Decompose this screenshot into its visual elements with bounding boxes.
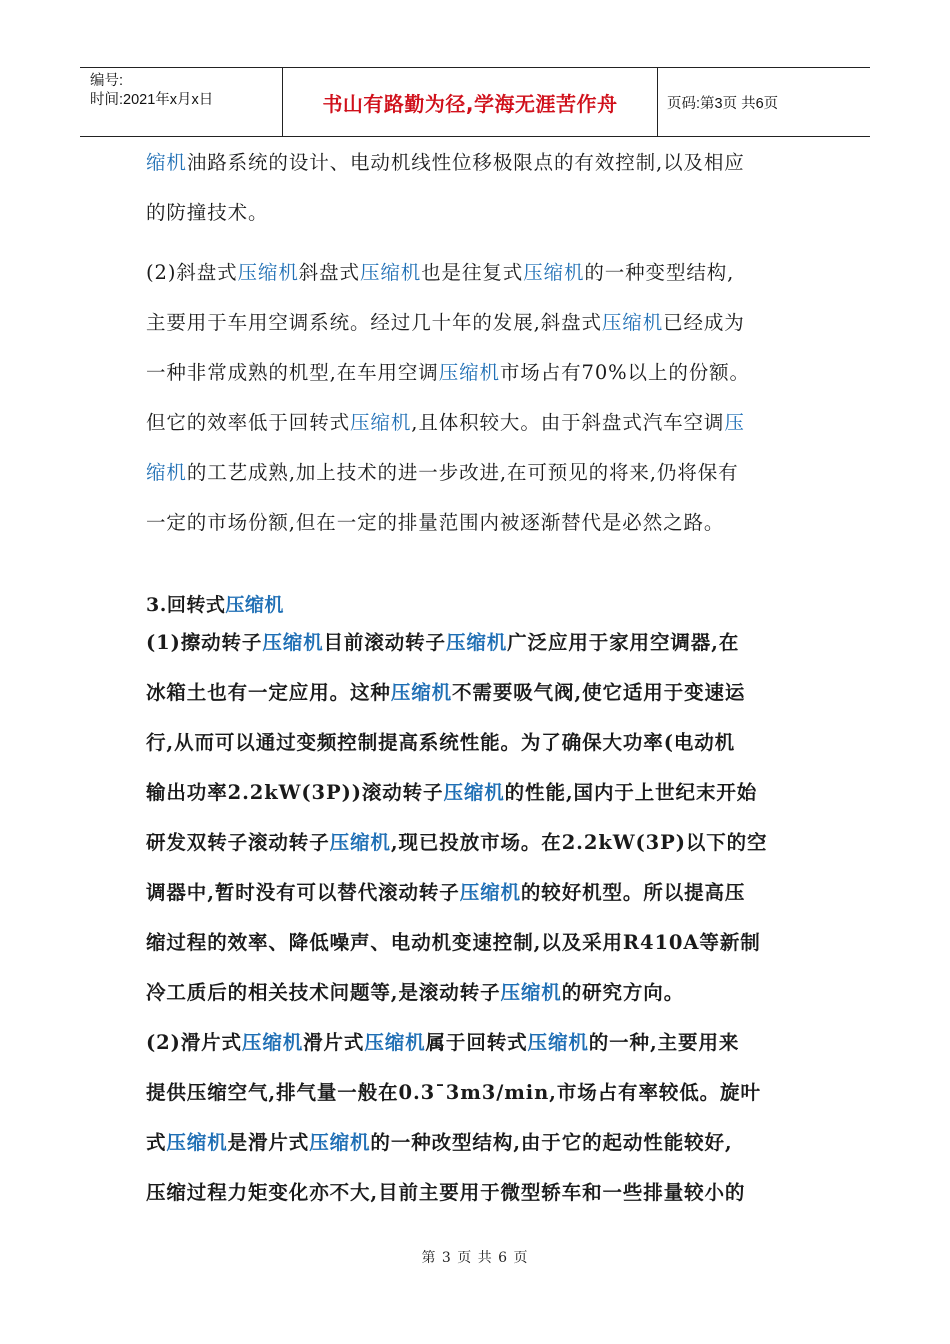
keyword-link-text: 压缩机 — [601, 311, 664, 334]
keyword-link-text: 缩机 — [146, 461, 187, 484]
text-line — [146, 1078, 761, 1108]
text-line — [146, 628, 739, 658]
text-run: 已经成为 — [663, 311, 745, 334]
document-date-label: 时间:2021年x月x日 — [90, 92, 214, 108]
keyword-link-text: 压缩机 — [445, 631, 508, 654]
header-meta-cell — [80, 68, 283, 136]
text-run: 不需要吸气阀,使它适用于变速运 — [452, 681, 746, 704]
text-run: 冰箱土也有一定应用。这种 — [146, 681, 391, 704]
text-line — [146, 408, 745, 438]
page-header — [80, 67, 870, 137]
text-line — [146, 1178, 745, 1208]
text-run: 但它的效率低于回转式 — [146, 411, 351, 434]
keyword-link-text: 压缩机 — [262, 631, 324, 654]
text-line — [146, 358, 750, 388]
keyword-link-text: 压缩机 — [309, 1131, 371, 1154]
text-run: 是滑片式 — [227, 1131, 310, 1154]
text-line — [146, 508, 724, 538]
text-run: 输出功率2.2kW(3P))滚动转子 — [146, 781, 444, 804]
text-run: 的一种变型结构, — [584, 261, 735, 284]
text-run: 冷工质后的相关技术问题等,是滚动转子 — [146, 981, 501, 1004]
text-run: 油路系统的设计、电动机线性位移极限点的有效控制,以及相应 — [186, 151, 745, 174]
text-line — [146, 258, 734, 288]
text-run: ,现已投放市场。在2.2kW(3P)以下的空 — [390, 831, 768, 854]
text-run: ,且体积较大。由于斜盘式汽车空调 — [411, 411, 725, 434]
text-line — [146, 1128, 733, 1158]
text-line — [146, 308, 745, 338]
text-run: 一种非常成熟的机型,在车用空调 — [146, 361, 439, 384]
text-run: 的工艺成熟,加上技术的进一步改进,在可预见的将来,仍将保有 — [186, 461, 739, 484]
text-run: 行,从而可以通过变频控制提高系统性能。为了确保大功率(电动机 — [146, 731, 736, 754]
text-run: 缩过程的效率、降低噪声、电动机变速控制,以及采用R410A等新制 — [146, 931, 761, 954]
text-run: 目前滚动转子 — [323, 631, 446, 654]
text-run: 也是往复式 — [421, 261, 524, 284]
text-line — [146, 878, 745, 908]
keyword-link-text: 压缩机 — [523, 261, 585, 284]
text-run: 的研究方向。 — [561, 981, 685, 1004]
text-line — [146, 928, 761, 958]
document-number-label: 编号: — [90, 73, 124, 89]
text-line — [146, 778, 757, 808]
text-run: 的一种改型结构,由于它的起动性能较好, — [370, 1131, 733, 1154]
text-line — [146, 198, 268, 228]
header-motto: 书山有路勤为径,学海无涯苦作舟 — [283, 68, 658, 136]
keyword-link-text: 缩机 — [146, 151, 187, 174]
text-line — [146, 148, 745, 178]
text-run: 的一种,主要用来 — [588, 1031, 740, 1054]
text-run: 式 — [146, 1131, 167, 1154]
text-run: 提供压缩空气,排气量一般在0.3ˉ3m3/min,市场占有率较低。旋叶 — [146, 1081, 761, 1104]
text-line — [146, 1028, 739, 1058]
header-page-info: 页码:第3页 共6页 — [667, 95, 779, 112]
text-run: 滑片式 — [303, 1031, 365, 1054]
text-run: 广泛应用于家用空调器,在 — [507, 631, 740, 654]
text-run: 市场占有70%以上的份额。 — [499, 361, 750, 384]
text-line — [146, 728, 735, 758]
keyword-link-text: 压缩机 — [237, 261, 299, 284]
text-line — [146, 458, 739, 488]
text-run: 的防撞技术。 — [146, 201, 269, 224]
text-line — [146, 678, 745, 708]
text-run: 3.回转式 — [146, 594, 226, 616]
text-run: 调器中,暂时没有可以替代滚动转子 — [146, 881, 460, 904]
keyword-link-text: 压缩机 — [459, 881, 521, 904]
text-run: 主要用于车用空调系统。经过几十年的发展,斜盘式 — [146, 311, 602, 334]
text-run: 的性能,国内于上世纪末开始 — [504, 781, 758, 804]
page-footer: 第 3 页 共 6 页 — [421, 1250, 529, 1266]
keyword-link-text: 压缩机 — [390, 681, 453, 704]
text-run: 一定的市场份额,但在一定的排量范围内被逐渐替代是必然之路。 — [146, 511, 725, 534]
text-run: 压缩过程力矩变化亦不大,目前主要用于微型轿车和一些排量较小的 — [146, 1181, 746, 1204]
text-run: 斜盘式 — [298, 261, 360, 284]
keyword-link-text: 压缩机 — [359, 261, 422, 284]
keyword-link-text: 压缩机 — [225, 594, 284, 616]
keyword-link-text: 压缩机 — [329, 831, 391, 854]
keyword-link-text: 压缩机 — [527, 1031, 589, 1054]
text-line — [146, 978, 684, 1008]
keyword-link-text: 压缩机 — [500, 981, 562, 1004]
keyword-link-text: 压缩机 — [438, 361, 500, 384]
text-run: (1)擦动转子 — [146, 631, 263, 654]
keyword-link-text: 压缩机 — [166, 1131, 228, 1154]
text-run: 的较好机型。所以提高压 — [520, 881, 746, 904]
section-heading — [146, 590, 284, 617]
text-line — [146, 828, 767, 858]
text-run: (2)滑片式 — [146, 1031, 242, 1054]
keyword-link-text: 压 — [724, 411, 745, 434]
keyword-link-text: 压缩机 — [443, 781, 505, 804]
keyword-link-text: 压缩机 — [364, 1031, 426, 1054]
text-run: 属于回转式 — [425, 1031, 528, 1054]
keyword-link-text: 压缩机 — [241, 1031, 304, 1054]
text-run: 研发双转子滚动转子 — [146, 831, 330, 854]
keyword-link-text: 压缩机 — [350, 411, 412, 434]
text-run: (2)斜盘式 — [146, 261, 238, 284]
